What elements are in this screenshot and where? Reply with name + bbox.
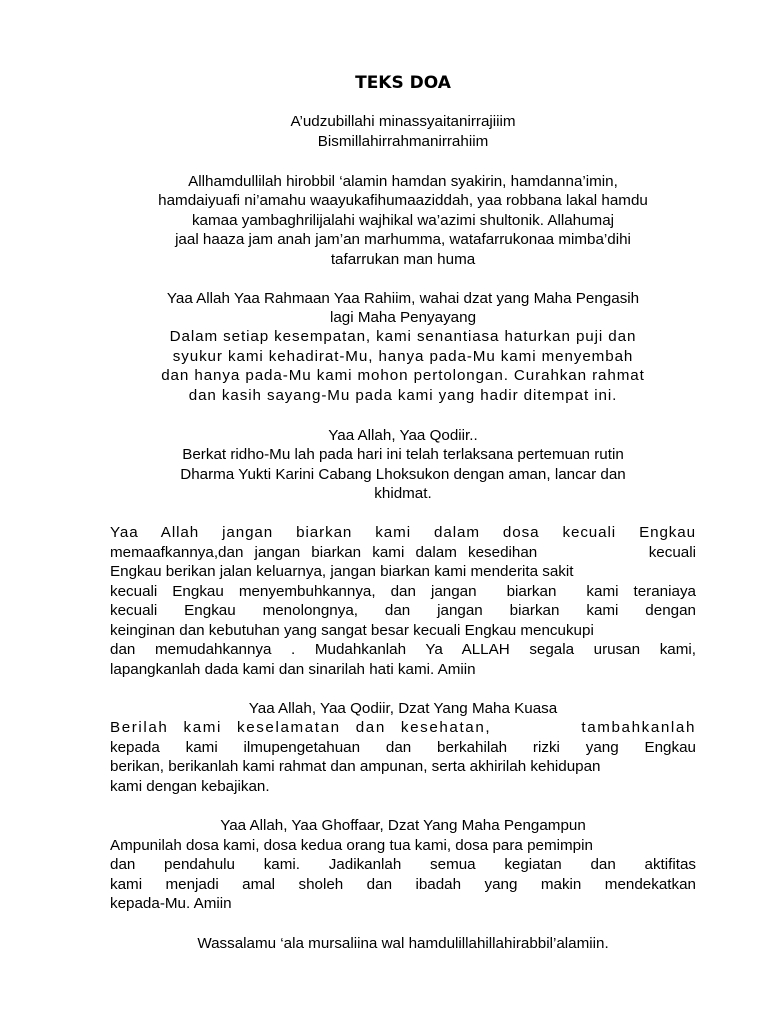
rahman-line: syukur kami kehadirat-Mu, hanya pada-Mu kami menyembah xyxy=(172,348,634,365)
document-page xyxy=(110,0,696,1024)
ghoffaar-line: kepada-Mu. Amiin xyxy=(110,895,232,912)
jangan-line: kecuali Engkau menyembuhkannya, dan jangan biarkan kami teraniaya xyxy=(110,583,696,600)
qodiir-line: khidmat. xyxy=(374,485,432,502)
hamdalah-line: kamaa yambaghrilijalahi wajhikal wa’azimi shultonik. Allahumaj xyxy=(191,212,615,229)
kuasa-line: Yaa Allah, Yaa Qodiir, Dzat Yang Maha Kuasa xyxy=(248,700,558,717)
kuasa-line: kami dengan kebajikan. xyxy=(110,778,270,795)
rahman-line: lagi Maha Penyayang xyxy=(329,309,477,326)
qodiir-line: Berkat ridho-Mu lah pada hari ini telah terlaksana pertemuan rutin xyxy=(182,446,624,463)
hamdalah-line: jaal haaza jam anah jam’an marhumma, watafarrukonaa mimba’dihi xyxy=(175,231,631,248)
ghoffaar-line: kami menjadi amal sholeh dan ibadah yang makin mendekatkan xyxy=(110,876,696,893)
document-title: TEKS DOA xyxy=(355,73,451,93)
hamdalah-line: hamdaiyuafi ni’amahu waayukafihumaaziddah, yaa robbana lakal hamdu xyxy=(158,192,648,209)
opening-line: A’udzubillahi minassyaitanirrajiiim xyxy=(290,113,516,130)
qodiir-line: Dharma Yukti Karini Cabang Lhoksukon dengan aman, lancar dan xyxy=(180,466,626,483)
hamdalah-line: tafarrukan man huma xyxy=(330,251,476,268)
jangan-line: memaafkannya,dan jangan biarkan kami dalam kesedihan kecuali xyxy=(110,544,696,561)
jangan-line: dan memudahkannya . Mudahkanlah Ya ALLAH segala urusan kami, xyxy=(110,641,696,658)
rahman-line: dan kasih sayang-Mu pada kami yang hadir ditempat ini. xyxy=(188,387,618,404)
kuasa-line: kepada kami ilmupengetahuan dan berkahilah rizki yang Engkau xyxy=(110,739,696,756)
kuasa-line: Berilah kami keselamatan dan kesehatan, tambahkanlah xyxy=(110,719,696,736)
kuasa-line: berikan, berikanlah kami rahmat dan ampunan, serta akhirilah kehidupan xyxy=(110,758,601,775)
ghoffaar-line: Ampunilah dosa kami, dosa kedua orang tua kami, dosa para pemimpin xyxy=(110,837,593,854)
jangan-line: Yaa Allah jangan biarkan kami dalam dosa kecuali Engkau xyxy=(110,524,696,541)
qodiir-line: Yaa Allah, Yaa Qodiir.. xyxy=(328,427,478,444)
ghoffaar-line: dan pendahulu kami. Jadikanlah semua kegiatan dan aktifitas xyxy=(110,856,696,873)
rahman-line: Yaa Allah Yaa Rahmaan Yaa Rahiim, wahai dzat yang Maha Pengasih xyxy=(166,290,640,307)
hamdalah-line: Allhamdullilah hirobbil ‘alamin hamdan syakirin, hamdanna’imin, xyxy=(188,173,618,190)
rahman-line: Dalam setiap kesempatan, kami senantiasa haturkan puji dan xyxy=(169,328,637,345)
jangan-line: kecuali Engkau menolongnya, dan jangan biarkan kami dengan xyxy=(110,602,696,619)
ghoffaar-line: Yaa Allah, Yaa Ghoffaar, Dzat Yang Maha Pengampun xyxy=(220,817,586,834)
jangan-line: Engkau berikan jalan keluarnya, jangan biarkan kami menderita sakit xyxy=(110,563,574,580)
jangan-line: keinginan dan kebutuhan yang sangat besar kecuali Engkau mencukupi xyxy=(110,622,594,639)
closing-line: Wassalamu ‘ala mursaliina wal hamdulillahillahirabbil’alamiin. xyxy=(197,935,609,952)
jangan-line: lapangkanlah dada kami dan sinarilah hati kami. Amiin xyxy=(110,661,476,678)
opening-line: Bismillahirrahmanirrahiim xyxy=(317,133,489,150)
rahman-line: dan hanya pada-Mu kami mohon pertolongan. Curahkan rahmat xyxy=(161,367,645,384)
